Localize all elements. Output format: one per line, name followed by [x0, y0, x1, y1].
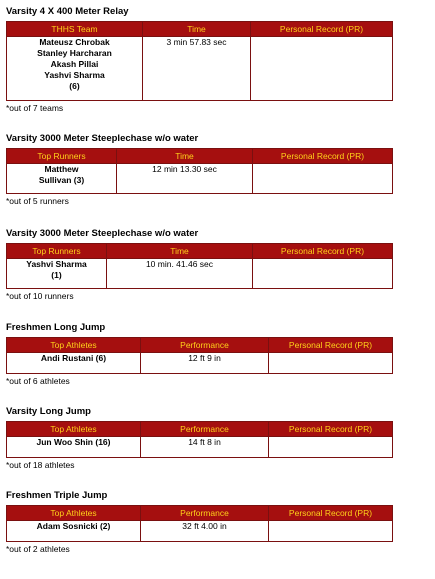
results-section — [6, 406, 392, 471]
results-table — [6, 421, 393, 458]
athlete-name-line: Yashvi Sharma — [44, 70, 105, 80]
athlete-cell — [7, 164, 117, 194]
table-row — [7, 259, 393, 289]
results-table — [6, 148, 393, 194]
column-header: Personal Record (PR) — [251, 22, 393, 37]
table-row — [7, 37, 393, 101]
column-header: Top Runners — [7, 149, 117, 164]
results-table — [6, 505, 393, 542]
results-table — [6, 243, 393, 289]
athlete-cell: Adam Sosnicki (2) — [7, 521, 141, 542]
header-row — [7, 338, 393, 353]
event-title: Varsity 3000 Meter Steeplechase w/o water — [6, 133, 199, 144]
table-row — [7, 521, 393, 542]
athlete-cell: Jun Woo Shin (16) — [7, 437, 141, 458]
time-cell: 12 min 13.30 sec — [117, 164, 253, 194]
column-header: Time — [107, 244, 253, 259]
pr-cell — [251, 37, 393, 101]
time-cell: 3 min 57.83 sec — [143, 37, 251, 101]
athlete-cell: Andi Rustani (6) — [7, 353, 141, 374]
results-table — [6, 337, 393, 374]
footnote: *out of 2 athletes — [6, 544, 70, 554]
athlete-name-line: (6) — [69, 81, 80, 91]
header-row — [7, 149, 393, 164]
athlete-name-line: (1) — [51, 270, 62, 280]
pr-cell — [269, 353, 393, 374]
footnote: *out of 5 runners — [6, 196, 69, 206]
column-header: Top Athletes — [7, 422, 141, 437]
results-section — [6, 228, 392, 302]
athlete-cell — [7, 259, 107, 289]
column-header: Personal Record (PR) — [253, 149, 393, 164]
athlete-name-line: Akash Pillai — [50, 59, 99, 69]
performance-cell: 32 ft 4.00 in — [141, 521, 269, 542]
performance-cell: 14 ft 8 in — [141, 437, 269, 458]
results-table — [6, 21, 393, 101]
event-title: Freshmen Long Jump — [6, 322, 106, 333]
results-section — [6, 133, 392, 207]
event-title: Varsity Long Jump — [6, 406, 91, 417]
footnote: *out of 10 runners — [6, 291, 74, 301]
athlete-cell — [7, 37, 143, 101]
table-row — [7, 437, 393, 458]
event-title: Varsity 4 X 400 Meter Relay — [6, 6, 129, 17]
column-header: Personal Record (PR) — [269, 338, 393, 353]
column-header: Time — [143, 22, 251, 37]
header-row — [7, 244, 393, 259]
column-header: Top Runners — [7, 244, 107, 259]
results-section — [6, 6, 392, 114]
athlete-name-line: Sullivan (3) — [38, 175, 85, 185]
column-header: Personal Record (PR) — [253, 244, 393, 259]
athlete-name-line: Yashvi Sharma — [26, 259, 87, 269]
pr-cell — [253, 164, 393, 194]
column-header: Personal Record (PR) — [269, 506, 393, 521]
pr-cell — [253, 259, 393, 289]
athlete-name-line: Matthew — [44, 164, 79, 174]
table-row — [7, 164, 393, 194]
header-row — [7, 422, 393, 437]
results-section — [6, 322, 392, 387]
athlete-name-line: Mateusz Chrobak — [39, 37, 110, 47]
column-header: Performance — [141, 506, 269, 521]
column-header: Top Athletes — [7, 338, 141, 353]
column-header: Performance — [141, 422, 269, 437]
results-section — [6, 490, 392, 555]
pr-cell — [269, 437, 393, 458]
footnote: *out of 6 athletes — [6, 376, 70, 386]
column-header: Personal Record (PR) — [269, 422, 393, 437]
event-title: Freshmen Triple Jump — [6, 490, 108, 501]
time-cell: 10 min. 41.46 sec — [107, 259, 253, 289]
pr-cell — [269, 521, 393, 542]
event-title: Varsity 3000 Meter Steeplechase w/o water — [6, 228, 199, 239]
column-header: Time — [117, 149, 253, 164]
header-row — [7, 22, 393, 37]
header-row — [7, 506, 393, 521]
athlete-name-line: Stanley Harcharan — [37, 48, 112, 58]
column-header: Performance — [141, 338, 269, 353]
column-header: THHS Team — [7, 22, 143, 37]
footnote: *out of 7 teams — [6, 103, 64, 113]
performance-cell: 12 ft 9 in — [141, 353, 269, 374]
table-row — [7, 353, 393, 374]
column-header: Top Athletes — [7, 506, 141, 521]
footnote: *out of 18 athletes — [6, 460, 75, 470]
